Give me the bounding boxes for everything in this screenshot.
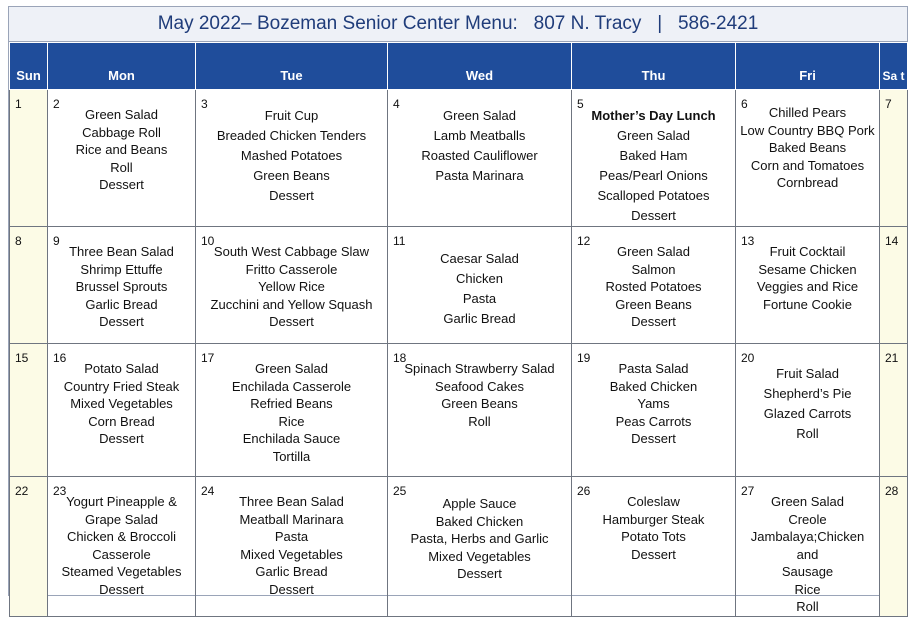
sunday-cell [10,90,48,227]
calendar-title: May 2022– Bozeman Senior Center Menu: 807 N. Tracy | 586-2421 [9,7,907,42]
day-cell [48,344,196,477]
day-cell [572,344,736,477]
menu-item: Rice and Beans [75,142,168,157]
header-sun: Sun [10,43,48,90]
day-cell [736,90,880,227]
menu-item: Fruit Cocktail [769,244,846,259]
menu-item: Pasta [274,529,309,544]
day-number: 16 [53,351,67,365]
menu-item: Yellow Rice [258,279,325,294]
menu-item: Baked Chicken [609,378,698,394]
menu-item: Pasta [462,291,497,306]
week-row [10,227,908,344]
menu-item: Lamb Meatballs [433,128,526,143]
menu-item: Dessert [269,314,314,329]
menu-item: Fritto Casserole [245,261,338,277]
menu-item: Rosted Potatoes [605,279,702,294]
day-cell [48,227,196,344]
header-thu: Thu [572,43,736,90]
saturday-cell [880,477,908,617]
menu-item: Salmon [631,261,676,277]
calendar-frame [8,6,908,614]
menu-item: Sausage [781,564,834,579]
header-fri: Fri [736,43,880,90]
menu-item: Low Country BBQ Pork [740,122,875,138]
menu-items [48,227,195,331]
menu-item: Glazed Carrots [763,406,852,421]
menu-item: Apple Sauce [442,496,517,511]
day-number: 11 [393,234,406,248]
week-row [10,477,908,617]
menu-item: Potato Salad [84,361,159,376]
day-number: 5 [577,97,584,111]
menu-item: Zucchini and Yellow Squash [210,296,373,312]
menu-item: Fruit Cup [264,108,319,123]
day-cell [196,90,388,227]
menu-items [572,344,735,448]
menu-item: Chilled Pears [768,105,847,120]
day-number: 17 [201,351,215,365]
menu-item: Tortilla [272,448,311,464]
day-number: 13 [741,234,755,248]
menu-item: Mashed Potatoes [240,148,343,163]
menu-item: Dessert [631,208,676,223]
day-number: 18 [393,351,407,365]
menu-calendar [9,42,908,617]
menu-item: Pasta Marinara [435,168,524,183]
menu-item: Dessert [631,431,676,446]
day-number: 21 [885,351,899,365]
menu-items [572,90,735,226]
menu-items [196,477,387,598]
menu-item: Green Salad [255,361,328,376]
day-cell [388,344,572,477]
menu-item: Dessert [631,546,676,562]
menu-item: Roll [796,426,819,441]
menu-item: Brussel Sprouts [75,279,168,294]
menu-item: Sesame Chicken [758,261,857,277]
menu-items [736,477,879,616]
menu-items [196,344,387,465]
day-number: 22 [15,484,29,498]
special-heading: Mother’s Day Lunch [591,108,716,123]
day-cell [572,477,736,617]
menu-item: Dessert [99,431,144,446]
day-cell [572,227,736,344]
day-number: 26 [577,484,591,498]
menu-item: Pasta, Herbs and Garlic [410,531,549,546]
menu-item: Roll [110,159,133,175]
menu-item: Green Salad [617,244,690,259]
menu-item: Green Salad [617,128,690,143]
menu-item: Pasta Salad [618,361,689,376]
sunday-cell [10,344,48,477]
day-number: 25 [393,484,407,498]
day-cell [48,477,196,617]
menu-item: Garlic Bread [255,564,328,579]
menu-item: Garlic Bread [443,311,516,326]
menu-items [736,344,879,444]
menu-item: Roll [796,599,819,614]
day-cell [388,227,572,344]
day-cell [196,477,388,617]
day-number: 19 [577,351,591,365]
menu-item: Baked Ham [619,148,688,163]
menu-item: Cornbread [776,175,839,190]
menu-item: Garlic Bread [85,296,158,312]
menu-item: Scalloped Potatoes [597,188,710,203]
menu-item: Rice [278,413,305,429]
day-number: 6 [741,97,748,111]
menu-item: Baked Chicken [435,513,524,529]
menu-item: Mixed Vegetables [428,548,531,564]
day-cell [48,90,196,227]
menu-item: Mixed Vegetables [240,546,343,562]
menu-items [388,90,571,186]
menu-items [736,227,879,313]
day-cell [736,227,880,344]
menu-item: Coleslaw [627,494,680,509]
menu-items [388,227,571,329]
menu-item: Hamburger Steak [602,511,705,527]
menu-item: Mixed Vegetables [70,396,173,411]
menu-item: Peas Carrots [615,413,692,429]
day-number: 23 [53,484,67,498]
header-wed: Wed [388,43,572,90]
menu-item: Three Bean Salad [69,244,174,259]
menu-item: Green Salad [85,107,158,122]
menu-items [48,90,195,194]
menu-item: South West Cabbage Slaw [213,244,370,259]
menu-item: Country Fried Steak [63,378,180,394]
menu-items [572,227,735,331]
day-number: 2 [53,97,60,111]
menu-item: Meatball Marinara [239,511,344,527]
menu-item: Green Beans [441,396,518,411]
menu-item: Dessert [269,581,314,597]
menu-items [388,477,571,583]
menu-item: Green Salad [443,108,516,123]
menu-item: Dessert [99,314,144,329]
menu-item: Shrimp Ettuffe [80,261,163,277]
menu-item: Chicken [456,271,503,286]
menu-item: Spinach Strawberry Salad [404,361,555,376]
sunday-cell [10,477,48,617]
menu-item: Potato Tots [621,529,686,544]
menu-item: Dessert [631,314,676,329]
menu-item: Corn and Tomatoes [750,157,865,173]
menu-item: Enchilada Sauce [242,431,341,446]
week-row [10,344,908,477]
menu-item: Corn Bread [88,413,155,429]
menu-item: Veggies and Rice [756,279,859,294]
menu-item: Green Beans [615,296,692,312]
menu-items [736,90,879,192]
day-number: 3 [201,97,208,111]
day-number: 20 [741,351,755,365]
menu-item: Dessert [269,188,314,203]
menu-items [196,90,387,206]
day-number: 14 [885,234,899,248]
menu-item: Casserole [92,546,151,562]
menu-item: Three Bean Salad [239,494,344,509]
menu-item: Dessert [99,177,144,192]
menu-item: Chicken & Broccoli [66,529,177,544]
menu-items [48,477,195,598]
menu-item: Refried Beans [250,396,333,411]
menu-item: Enchilada Casserole [231,378,352,394]
day-number: 15 [15,351,29,365]
saturday-cell [880,227,908,344]
day-number: 10 [201,234,215,248]
menu-item: Breaded Chicken Tenders [216,128,367,143]
week-row [10,90,908,227]
menu-item: Yams [637,396,670,411]
menu-item: Roll [468,413,491,429]
day-number: 4 [393,97,400,111]
day-number: 24 [201,484,215,498]
day-number: 12 [577,234,591,248]
menu-item: Caesar Salad [440,251,519,266]
day-cell [736,477,880,617]
day-cell [388,90,572,227]
sunday-cell [10,227,48,344]
menu-item: Green Salad [771,494,844,509]
saturday-cell [880,344,908,477]
saturday-cell [880,90,908,227]
menu-item: Yogurt Pineapple & [66,494,177,509]
menu-item: Baked Beans [768,140,847,155]
day-number: 28 [885,484,899,498]
menu-items [572,477,735,563]
menu-item: Shepherd’s Pie [763,386,852,401]
menu-item: Green Beans [253,168,330,183]
header-mon: Mon [48,43,196,90]
day-number: 7 [885,97,892,111]
menu-item: Creole [788,511,827,527]
day-number: 8 [15,234,22,248]
menu-items [48,344,195,448]
menu-item: Grape Salad [85,511,158,527]
menu-item: Dessert [457,566,502,581]
menu-item: Fortune Cookie [763,296,852,312]
day-number: 9 [53,234,60,248]
day-cell [388,477,572,617]
menu-item: Jambalaya;Chicken and [750,529,865,562]
menu-item: Rice [794,581,821,597]
day-cell [736,344,880,477]
day-number: 27 [741,484,755,498]
menu-items [388,344,571,430]
menu-item: Seafood Cakes [435,378,524,394]
day-cell [572,90,736,227]
day-number: 1 [15,97,22,111]
menu-item: Cabbage Roll [82,124,161,140]
weekday-header-row [10,43,908,90]
menu-item: Peas/Pearl Onions [599,168,708,183]
menu-items [196,227,387,331]
menu-item: Dessert [99,581,144,597]
day-cell [196,344,388,477]
menu-item: Roasted Cauliflower [421,148,538,163]
header-sat: Sa t [880,43,908,90]
header-tue: Tue [196,43,388,90]
day-cell [196,227,388,344]
menu-item: Steamed Vegetables [61,564,182,579]
menu-item: Fruit Salad [776,366,839,381]
